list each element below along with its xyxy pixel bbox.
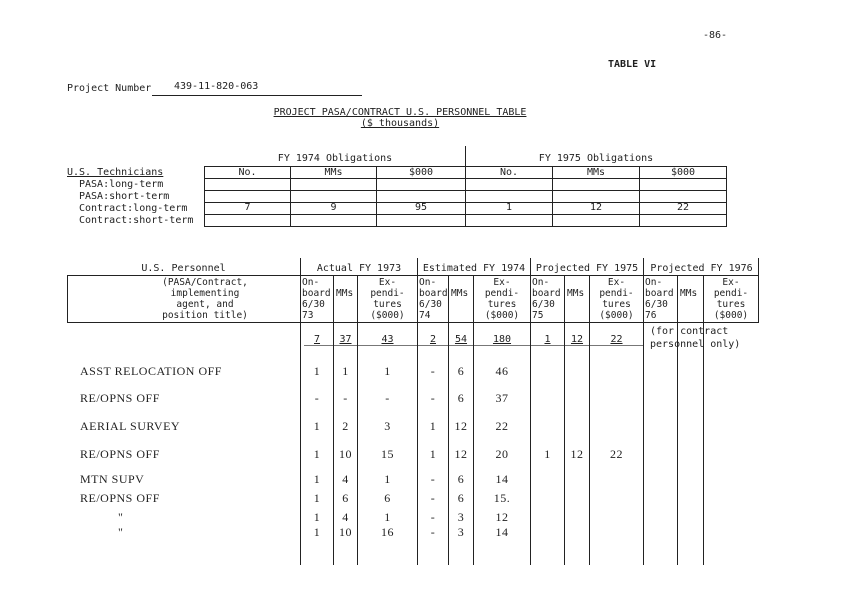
personnel-cell: - bbox=[430, 364, 436, 378]
personnel-cell: 3 bbox=[457, 525, 465, 539]
personnel-cell: 1 bbox=[384, 510, 391, 524]
personnel-row-label: MTN SUPV bbox=[80, 472, 145, 486]
personnel-cell: 6 bbox=[457, 391, 465, 405]
mms-header: MMs bbox=[451, 288, 469, 299]
tech-cell: 1 bbox=[505, 202, 513, 213]
total-cell: 2 bbox=[429, 334, 437, 345]
personnel-desc-line: agent, and bbox=[176, 299, 234, 310]
tech-vline-3 bbox=[465, 146, 466, 227]
mms-header: MMs bbox=[336, 288, 354, 299]
personnel-cell: 15 bbox=[381, 447, 394, 461]
pers-vline bbox=[564, 275, 565, 565]
personnel-cell: - bbox=[430, 491, 436, 505]
personnel-cell: 6 bbox=[457, 491, 465, 505]
tech-col-header: MMs bbox=[324, 167, 343, 178]
document-title: PROJECT PASA/CONTRACT U.S. PERSONNEL TABLE bbox=[273, 107, 527, 118]
personnel-cell: 1 bbox=[313, 472, 321, 486]
personnel-cell: - bbox=[343, 391, 348, 405]
personnel-heading: U.S. Personnel bbox=[141, 263, 226, 274]
onboard-header-line: board bbox=[645, 288, 674, 299]
personnel-cell: 1 bbox=[313, 491, 321, 505]
personnel-row-label: RE/OPNS OFF bbox=[80, 391, 160, 405]
personnel-cell: 1 bbox=[313, 447, 321, 461]
tech-col-header: MMs bbox=[586, 167, 606, 178]
personnel-cell: 1 bbox=[384, 472, 391, 486]
personnel-cell: 6 bbox=[384, 491, 391, 505]
personnel-cell: 12 bbox=[570, 447, 584, 461]
exp-header-line: pendi- bbox=[713, 288, 749, 299]
personnel-cell: 4 bbox=[342, 510, 349, 524]
pers-line-header-bottom bbox=[67, 322, 759, 323]
fy74-obligations-header: FY 1974 Obligations bbox=[277, 153, 393, 164]
exp-header-line: ($000) bbox=[484, 310, 520, 321]
tech-vline-6 bbox=[726, 166, 727, 227]
personnel-cell: 6 bbox=[457, 472, 465, 486]
personnel-cell: 1 bbox=[544, 447, 551, 461]
exp-header-line: Ex- bbox=[493, 277, 511, 288]
total-cell: 37 bbox=[339, 334, 352, 345]
onboard-header-line: 76 bbox=[645, 310, 657, 321]
exp-header-line: tures bbox=[487, 299, 517, 310]
personnel-cell: 10 bbox=[339, 447, 352, 461]
onboard-header bbox=[645, 277, 674, 321]
group-header: Projected FY 1976 bbox=[650, 263, 753, 274]
personnel-desc-line: position title) bbox=[162, 310, 248, 321]
expenditures-header bbox=[590, 277, 643, 321]
tech-cell: 7 bbox=[244, 202, 251, 213]
exp-header-line: Ex- bbox=[607, 277, 626, 288]
personnel-cell: 1 bbox=[313, 419, 321, 433]
project-number-value: 439-11-820-063 bbox=[174, 81, 259, 92]
exp-header-line: ($000) bbox=[370, 310, 405, 321]
table-label: TABLE VI bbox=[608, 59, 657, 70]
pers-vline bbox=[643, 258, 644, 565]
onboard-header-line: 74 bbox=[419, 310, 431, 321]
technicians-heading: U.S. Technicians bbox=[67, 167, 164, 178]
tech-cell: 95 bbox=[414, 202, 428, 213]
project-number-label: Project Number bbox=[67, 83, 152, 94]
tech-row-label: Contract:short-term bbox=[79, 215, 194, 226]
project-number-underline bbox=[152, 95, 362, 96]
tech-cell: 22 bbox=[676, 202, 690, 213]
personnel-cell: - bbox=[430, 510, 436, 524]
onboard-header-line: On- bbox=[419, 277, 437, 288]
page-number: -86- bbox=[703, 30, 728, 41]
onboard-header-line: On- bbox=[532, 277, 550, 288]
personnel-cell: 15. bbox=[493, 491, 511, 505]
mms-header: MMs bbox=[567, 288, 585, 299]
tech-col-header: $000 bbox=[408, 167, 434, 178]
pers-line-totals bbox=[304, 345, 644, 346]
tech-cell: 12 bbox=[589, 202, 603, 213]
personnel-cell: 1 bbox=[384, 364, 391, 378]
personnel-cell: 1 bbox=[429, 419, 437, 433]
exp-header-line: Ex- bbox=[722, 277, 740, 288]
onboard-header-line: 75 bbox=[532, 310, 544, 321]
personnel-cell: 6 bbox=[342, 491, 349, 505]
exp-header-line: tures bbox=[373, 299, 402, 310]
personnel-cell: 4 bbox=[342, 472, 349, 486]
personnel-cell: 22 bbox=[610, 447, 623, 461]
group-header: Projected FY 1975 bbox=[535, 263, 639, 274]
exp-header-line: pendi- bbox=[599, 288, 634, 299]
total-cell: 22 bbox=[610, 334, 623, 345]
onboard-header bbox=[302, 277, 331, 321]
group-header: Actual FY 1973 bbox=[316, 263, 402, 274]
total-cell: 7 bbox=[313, 334, 321, 345]
personnel-cell: - bbox=[385, 391, 390, 405]
personnel-cell: 16 bbox=[381, 525, 394, 539]
personnel-row-label: " bbox=[118, 510, 124, 524]
total-cell: 1 bbox=[544, 334, 551, 345]
onboard-header-line: 6/30 bbox=[302, 299, 325, 310]
personnel-cell: 2 bbox=[342, 419, 349, 433]
personnel-cell: - bbox=[430, 391, 436, 405]
expenditures-header bbox=[474, 277, 530, 321]
personnel-cell: 37 bbox=[495, 391, 509, 405]
total-cell: 43 bbox=[381, 334, 394, 345]
personnel-cell: 6 bbox=[457, 364, 465, 378]
personnel-cell: - bbox=[430, 525, 436, 539]
onboard-header bbox=[419, 277, 448, 321]
personnel-cell: 1 bbox=[313, 525, 321, 539]
pers-line-top bbox=[67, 275, 759, 276]
personnel-cell: 3 bbox=[457, 510, 465, 524]
document-subtitle: ($ thousands) bbox=[360, 118, 440, 129]
onboard-header-line: board bbox=[302, 288, 331, 299]
tech-row-label: PASA:short-term bbox=[79, 191, 170, 202]
exp-header-line: ($000) bbox=[599, 310, 634, 321]
onboard-header-line: 6/30 bbox=[532, 299, 555, 310]
personnel-cell: 12 bbox=[495, 510, 509, 524]
personnel-desc-line: implementing bbox=[170, 288, 240, 299]
personnel-cell: 3 bbox=[384, 419, 391, 433]
onboard-header-line: board bbox=[419, 288, 448, 299]
tech-col-header: No. bbox=[499, 167, 519, 178]
personnel-cell: 46 bbox=[495, 364, 509, 378]
personnel-cell: 12 bbox=[454, 447, 468, 461]
contract-note: (for contract personnel only) bbox=[650, 326, 741, 350]
tech-col-header: No. bbox=[238, 167, 257, 178]
total-cell: 180 bbox=[492, 334, 512, 345]
group-header: Estimated FY 1974 bbox=[422, 263, 526, 274]
onboard-header-line: 73 bbox=[302, 310, 314, 321]
mms-header: MMs bbox=[680, 288, 698, 299]
personnel-cell: - bbox=[314, 391, 320, 405]
fy75-obligations-header: FY 1975 Obligations bbox=[538, 153, 654, 164]
onboard-header-line: 6/30 bbox=[419, 299, 442, 310]
tech-cell: 9 bbox=[330, 202, 337, 213]
onboard-header-line: On- bbox=[302, 277, 320, 288]
onboard-header-line: board bbox=[532, 288, 561, 299]
pers-vline bbox=[530, 258, 531, 565]
personnel-row-label: " bbox=[118, 525, 124, 539]
onboard-header-line: On- bbox=[645, 277, 663, 288]
total-cell: 12 bbox=[570, 334, 584, 345]
exp-header-line: pendi- bbox=[370, 288, 405, 299]
exp-header-line: pendi- bbox=[484, 288, 520, 299]
tech-col-header: $000 bbox=[670, 167, 696, 178]
expenditures-header bbox=[358, 277, 417, 321]
personnel-desc-line: (PASA/Contract, bbox=[162, 277, 248, 288]
personnel-cell: 14 bbox=[495, 525, 509, 539]
personnel-cell: 1 bbox=[313, 364, 321, 378]
tech-row-label: PASA:long-term bbox=[79, 179, 164, 190]
personnel-cell: 22 bbox=[495, 419, 509, 433]
personnel-cell: 20 bbox=[495, 447, 509, 461]
pers-vline-left bbox=[67, 275, 68, 323]
exp-header-line: tures bbox=[716, 299, 746, 310]
personnel-row-label: RE/OPNS OFF bbox=[80, 491, 160, 505]
personnel-cell: 10 bbox=[339, 525, 352, 539]
personnel-cell: - bbox=[430, 472, 436, 486]
personnel-cell: 14 bbox=[495, 472, 509, 486]
personnel-cell: 1 bbox=[429, 447, 437, 461]
expenditures-header bbox=[704, 277, 758, 321]
personnel-row-label: ASST RELOCATION OFF bbox=[80, 364, 222, 378]
personnel-cell: 1 bbox=[313, 510, 321, 524]
exp-header-line: tures bbox=[602, 299, 631, 310]
onboard-header bbox=[532, 277, 561, 321]
total-cell: 54 bbox=[454, 334, 468, 345]
personnel-row-label: AERIAL SURVEY bbox=[80, 419, 181, 433]
tech-row-label: Contract:long-term bbox=[79, 203, 188, 214]
pers-vline bbox=[677, 275, 678, 565]
personnel-row-label: RE/OPNS OFF bbox=[80, 447, 160, 461]
personnel-cell: 1 bbox=[342, 364, 349, 378]
exp-header-line: ($000) bbox=[713, 310, 749, 321]
onboard-header-line: 6/30 bbox=[645, 299, 668, 310]
exp-header-line: Ex- bbox=[378, 277, 397, 288]
personnel-cell: 12 bbox=[454, 419, 468, 433]
